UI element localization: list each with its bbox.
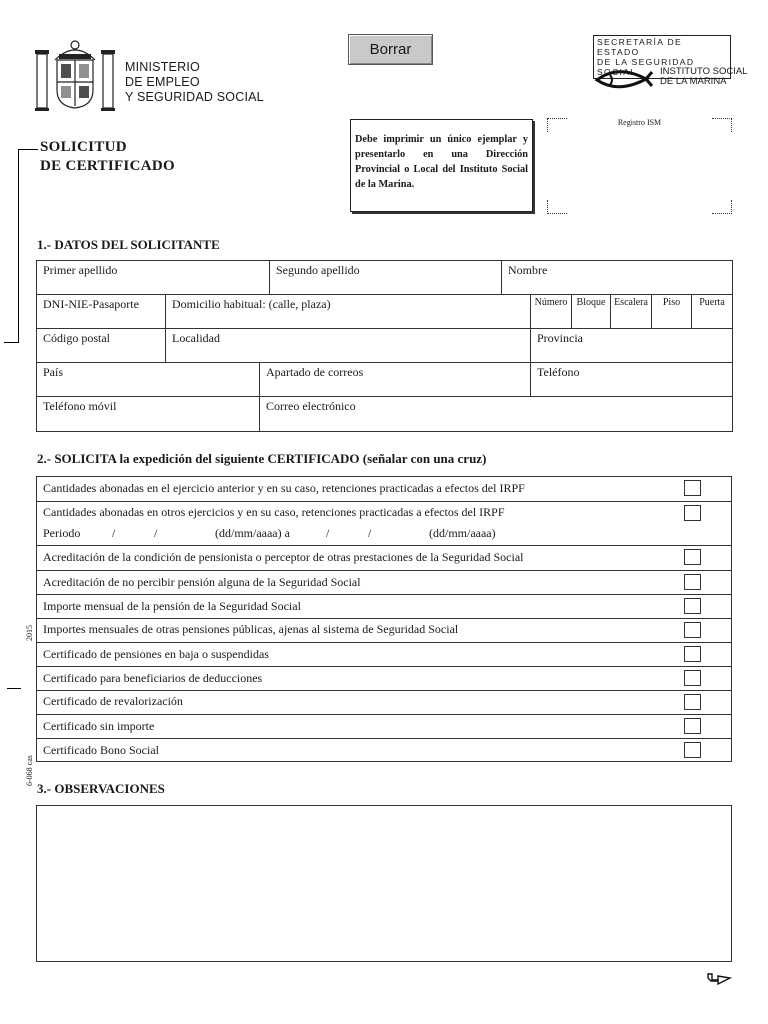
list-item: Certificado de revalorización [37, 690, 731, 714]
section1-title: 1.- DATOS DEL SOLICITANTE [37, 237, 220, 252]
certificate-checkbox[interactable] [684, 480, 701, 496]
title-bracket [18, 149, 19, 342]
movil-field[interactable]: Teléfono móvil [36, 396, 260, 432]
apartado-field[interactable]: Apartado de correos [259, 362, 531, 397]
correo-field[interactable]: Correo electrónico [259, 396, 733, 432]
side-code-label: 6-068 cas [25, 755, 34, 786]
provincia-field[interactable]: Provincia [530, 328, 733, 363]
certificate-checkbox[interactable] [684, 574, 701, 590]
certificate-checkbox[interactable] [684, 505, 701, 521]
certificate-checkbox[interactable] [684, 718, 701, 734]
section3-title: 3.- OBSERVACIONES [37, 781, 165, 796]
observaciones-textarea[interactable] [36, 805, 732, 962]
escalera-field[interactable]: Escalera [610, 294, 652, 329]
primer-apellido-field[interactable]: Primer apellido [36, 260, 270, 295]
ism-fish-logo-icon [594, 64, 654, 94]
list-item: Acreditación de no percibir pensión alguna de la Seguridad Social [37, 570, 731, 594]
secretaria-label: SECRETARÍA DE ESTADO DE LA SEGURIDAD SOCIAL [593, 35, 731, 79]
certificate-checkbox[interactable] [684, 694, 701, 710]
borrar-button[interactable]: Borrar [348, 34, 433, 65]
date-separator: / [154, 526, 158, 540]
next-page-arrow-icon [706, 970, 732, 986]
print-notice: Debe imprimir un único ejemplar y presentarlo en una Dirección Provincial o Local del Instituto Social de la Marina. [350, 119, 533, 212]
section2-title: 2.- SOLICITA la expedición del siguiente CERTIFICADO (señalar con una cruz) [37, 451, 487, 466]
certificate-checkbox[interactable] [684, 622, 701, 638]
title-bracket [18, 149, 38, 150]
codigo-postal-field[interactable]: Código postal [36, 328, 166, 363]
bloque-field[interactable]: Bloque [571, 294, 611, 329]
date-separator: / [112, 526, 116, 540]
date-separator: / [326, 526, 330, 540]
ministry-name: MINISTERIO DE EMPLEO Y SEGURIDAD SOCIAL [125, 60, 264, 104]
page-title: SOLICITUD DE CERTIFICADO [40, 139, 175, 174]
list-item: Acreditación de la condición de pensionista o perceptor de otras prestaciones de la Seguridad Social [37, 545, 731, 570]
certificate-list [36, 476, 732, 762]
domicilio-field[interactable]: Domicilio habitual: (calle, plaza) [165, 294, 531, 329]
segundo-apellido-field[interactable]: Segundo apellido [269, 260, 502, 295]
list-item: Certificado sin importe [37, 714, 731, 738]
side-year-label: 2015 [25, 625, 34, 641]
registro-stamp-area [547, 118, 732, 214]
nombre-field[interactable]: Nombre [501, 260, 733, 295]
ism-name: INSTITUTO SOCIAL DE LA MARINA [660, 66, 748, 87]
localidad-field[interactable]: Localidad [165, 328, 531, 363]
certificate-checkbox[interactable] [684, 598, 701, 614]
telefono-field[interactable]: Teléfono [530, 362, 733, 397]
date-format-label: (dd/mm/aaaa) [429, 526, 496, 540]
periodo-label: Periodo [43, 526, 81, 540]
list-item: Certificado Bono Social [37, 738, 731, 762]
certificate-checkbox[interactable] [684, 549, 701, 565]
list-item: Cantidades abonadas en el ejercicio anterior y en su caso, retenciones practicadas a efectos del IRPF [37, 477, 731, 501]
fold-mark [7, 688, 21, 689]
certificate-checkbox[interactable] [684, 646, 701, 662]
title-bracket [4, 342, 19, 343]
list-item: Certificado de pensiones en baja o suspendidas [37, 642, 731, 666]
list-item: Importe mensual de la pensión de la Seguridad Social [37, 594, 731, 618]
dni-field[interactable]: DNI-NIE-Pasaporte [36, 294, 166, 329]
certificate-checkbox[interactable] [684, 742, 701, 758]
date-separator: / [368, 526, 372, 540]
list-item: Cantidades abonadas en otros ejercicios y en su caso, retenciones practicadas a efectos del IRPF Periodo / / (dd/mm/aaaa) a / / (dd/mm/aaaa) [37, 501, 731, 545]
pais-field[interactable]: País [36, 362, 260, 397]
spain-coat-of-arms-icon [35, 36, 115, 112]
piso-field[interactable]: Piso [651, 294, 692, 329]
list-item: Importes mensuales de otras pensiones públicas, ajenas al sistema de Seguridad Social [37, 618, 731, 642]
registro-label: Registro ISM [617, 118, 662, 127]
certificate-checkbox[interactable] [684, 670, 701, 686]
numero-field[interactable]: Número [530, 294, 572, 329]
puerta-field[interactable]: Puerta [691, 294, 733, 329]
date-format-label: (dd/mm/aaaa) a [215, 526, 290, 540]
list-item: Certificado para beneficiarios de deducciones [37, 666, 731, 690]
